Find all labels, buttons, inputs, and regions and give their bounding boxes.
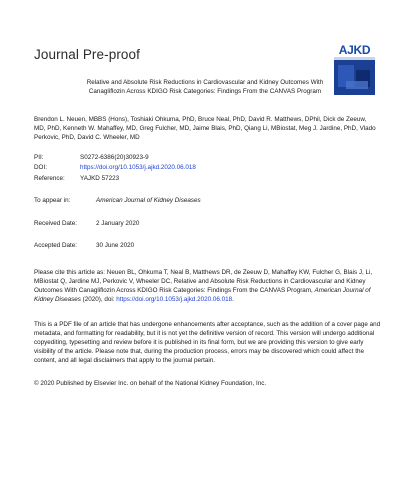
author-list: Brendon L. Neuen, MBBS (Hons), Toshiaki Ohkuma, PhD, Bruce Neal, PhD, David R. Matthews, DPhil, Dick de Zeeuw, MD, PhD, Kenneth W. Mahaffey, MD, Greg Fulcher, MD, Jaime Blais, PhD, Qiang Li, MBiostat, Meg J. Jardine, PhD, Vlado Perkovic, PhD, David C. Wheeler, MD bbox=[34, 116, 376, 141]
copyright-notice: © 2020 Published by Elsevier Inc. on behalf of the National Kidney Foundation, Inc. bbox=[34, 380, 267, 387]
citation-doi-link[interactable]: https://doi.org/10.1053/j.ajkd.2020.06.018 bbox=[116, 296, 233, 303]
pdf-disclaimer-paragraph: This is a PDF file of an article that has undergone enhancements after acceptance, such as the addition of a cover page and metadata, and formatting for readability, but it is not yet the definitive version of record. This version will undergo additional copyediting, typesetting and review before it is published in its final form, but we are providing this version to give early visibility of the article. Please note that, during the production process, errors may be discovered which could affect the content, and all legal disclaimers that apply to the journal pertain. bbox=[34, 321, 381, 364]
citation-text-end: . bbox=[232, 296, 234, 303]
pii-value: S0272-6386(20)30923-9 bbox=[80, 154, 149, 161]
doi-link[interactable]: https://doi.org/10.1053/j.ajkd.2020.06.018 bbox=[80, 164, 196, 171]
cover-strip bbox=[334, 57, 375, 60]
citation-journal: American Journal of Kidney Diseases bbox=[34, 287, 371, 303]
doi-label: DOI: bbox=[34, 164, 47, 171]
citation-paragraph bbox=[34, 268, 384, 304]
article-title: Relative and Absolute Risk Reductions in Cardiovascular and Kidney Outcomes With Canagliflozin Across KDIGO Risk Categories: Findings From the CANVAS Program bbox=[86, 79, 324, 95]
accepted-date-label: Accepted Date: bbox=[34, 242, 78, 249]
journal-preproof-label: Journal Pre-proof bbox=[34, 47, 141, 62]
appear-in-label: To appear in: bbox=[34, 197, 71, 204]
received-date-label: Received Date: bbox=[34, 220, 78, 227]
citation-text: Please cite this article as: Neuen BL, Ohkuma T, Neal B, Matthews DR, de Zeeuw D, Mahaffey KW, Fulcher G, Blais J, Li, MBiostat Q, Jardine MJ, Perkovic V, Wheeler DC, Relative and Absolute Risk Reductions in Cardiovascular and Kidney Outcomes With Canagliflozin Across KDIGO Risk Categories: Findings From the CANVAS Program, bbox=[34, 269, 373, 294]
ajkd-logo: AJKD bbox=[334, 43, 375, 57]
received-date-value: 2 January 2020 bbox=[96, 220, 140, 227]
journal-cover-image bbox=[334, 43, 375, 95]
accepted-date-value: 30 June 2020 bbox=[96, 242, 135, 249]
reference-label: Reference: bbox=[34, 175, 65, 182]
reference-value: YAJKD 57223 bbox=[80, 175, 120, 182]
appear-in-journal: American Journal of Kidney Diseases bbox=[96, 197, 201, 204]
cover-art-block bbox=[346, 81, 368, 89]
citation-text-middle: (2020), doi: bbox=[80, 296, 117, 303]
pii-label: PII: bbox=[34, 154, 44, 161]
